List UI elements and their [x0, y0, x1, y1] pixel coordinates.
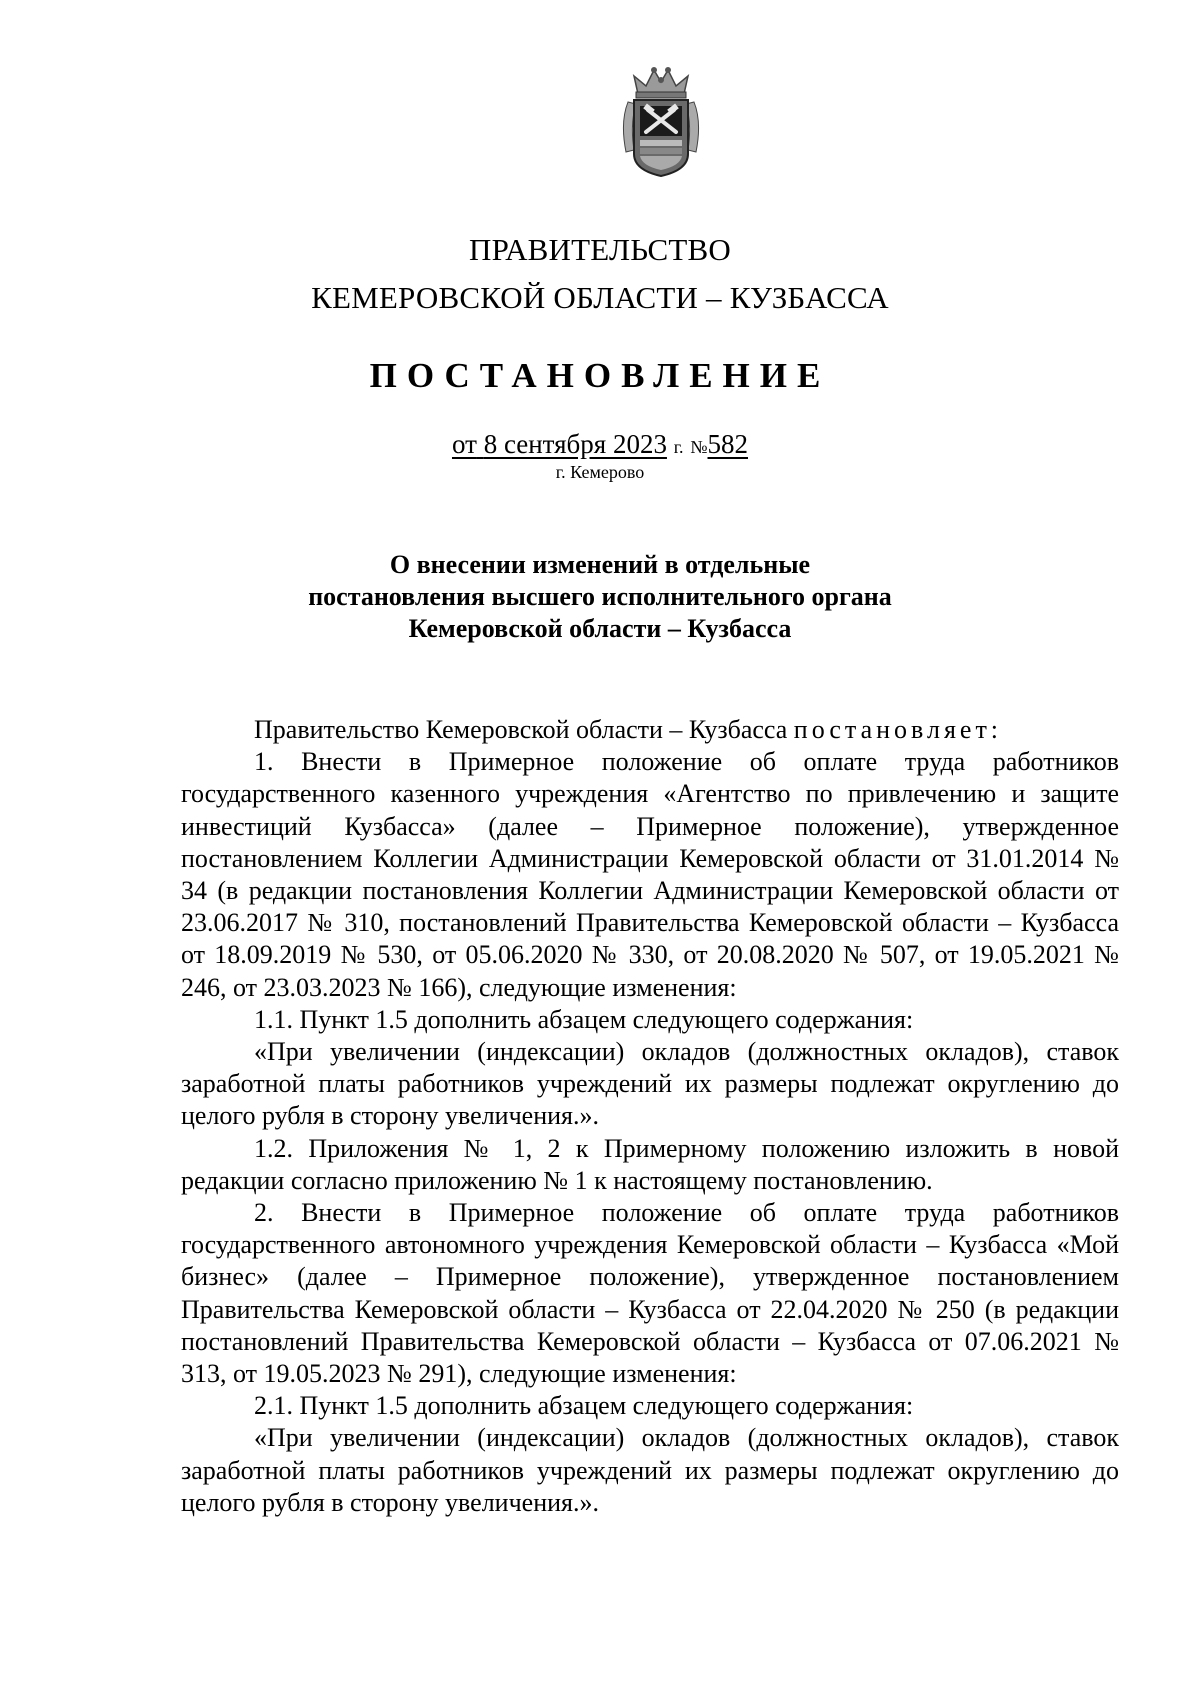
paragraph-2-1: 2.1. Пункт 1.5 дополнить абзацем следующего содержания:	[254, 1391, 914, 1421]
paragraph-1-1: 1.1. Пункт 1.5 дополнить абзацем следующего содержания:	[254, 1004, 914, 1034]
intro-lead: Правительство Кемеровской области – Кузбасса	[254, 715, 788, 744]
city: г. Кемерово	[555, 462, 645, 482]
number-sign: №	[690, 437, 708, 457]
document-body	[181, 714, 1119, 1519]
date-value: 8 сентября 2023	[483, 429, 667, 459]
intro-resolves: постановляет:	[793, 715, 1003, 744]
document-type-heading: ПОСТАНОВЛЕНИЕ	[369, 356, 831, 395]
date-number-line	[0, 427, 1200, 464]
date-prefix: от	[451, 429, 477, 459]
paragraph-1-2: 1.2. Приложения № 1, 2 к Примерному положению изложить в новой редакции согласно приложению № 1 к настоящему постановлению.	[181, 1133, 1119, 1195]
document-number: 582	[707, 429, 748, 459]
intro-paragraph	[181, 714, 1119, 746]
year-suffix: г.	[673, 437, 684, 457]
document-title	[0, 549, 1200, 645]
title-line-3: Кемеровской области – Кузбасса	[408, 614, 792, 643]
paragraph-1-1-quote: «При увеличении (индексации) окладов (должностных окладов), ставок заработной платы работников учреждений их размеры подлежат округлению до целого рубля в сторону увеличения.».	[181, 1037, 1119, 1131]
date-text	[452, 429, 667, 459]
coat-of-arms-emblem	[614, 62, 708, 180]
paragraph-1: 1. Внести в Примерное положение об оплате труда работников государственного казенного учреждения «Агентство по привлечению и защите инвестиций Кузбасса» (далее – Примерное положение), утвержденное постановлением Коллегии Администрации Кемеровской области от 31.01.2014 № 34 (в редакции постановления Коллегии Администрации Кемеровской области от 23.06.2017 № 310, постановлений Правительства Кемеровской области – Кузбасса от 18.09.2019 № 530, от 05.06.2020 № 330, от 20.08.2020 № 507, от 19.05.2021 № 246, от 23.03.2023 № 166), следующие изменения:	[181, 747, 1119, 1002]
paragraph-2-1-quote: «При увеличении (индексации) окладов (должностных окладов), ставок заработной платы работников учреждений их размеры подлежат округлению до целого рубля в сторону увеличения.».	[181, 1423, 1119, 1517]
paragraph-2: 2. Внести в Примерное положение об оплате труда работников государственного автономного учреждения Кемеровской области – Кузбасса «Мой бизнес» (далее – Примерное положение), утвержденное постановлением Правительства Кемеровской области – Кузбасса от 22.04.2020 № 250 (в редакции постановлений Правительства Кемеровской области – Кузбасса от 07.06.2021 № 313, от 19.05.2023 № 291), следующие изменения:	[181, 1198, 1119, 1389]
organization-name-line-1: ПРАВИТЕЛЬСТВО	[469, 232, 731, 267]
organization-name-line-2: КЕМЕРОВСКОЙ ОБЛАСТИ – КУЗБАССА	[311, 280, 889, 315]
title-line-2: постановления высшего исполнительного органа	[308, 582, 892, 611]
title-line-1: О внесении изменений в отдельные	[389, 550, 811, 579]
